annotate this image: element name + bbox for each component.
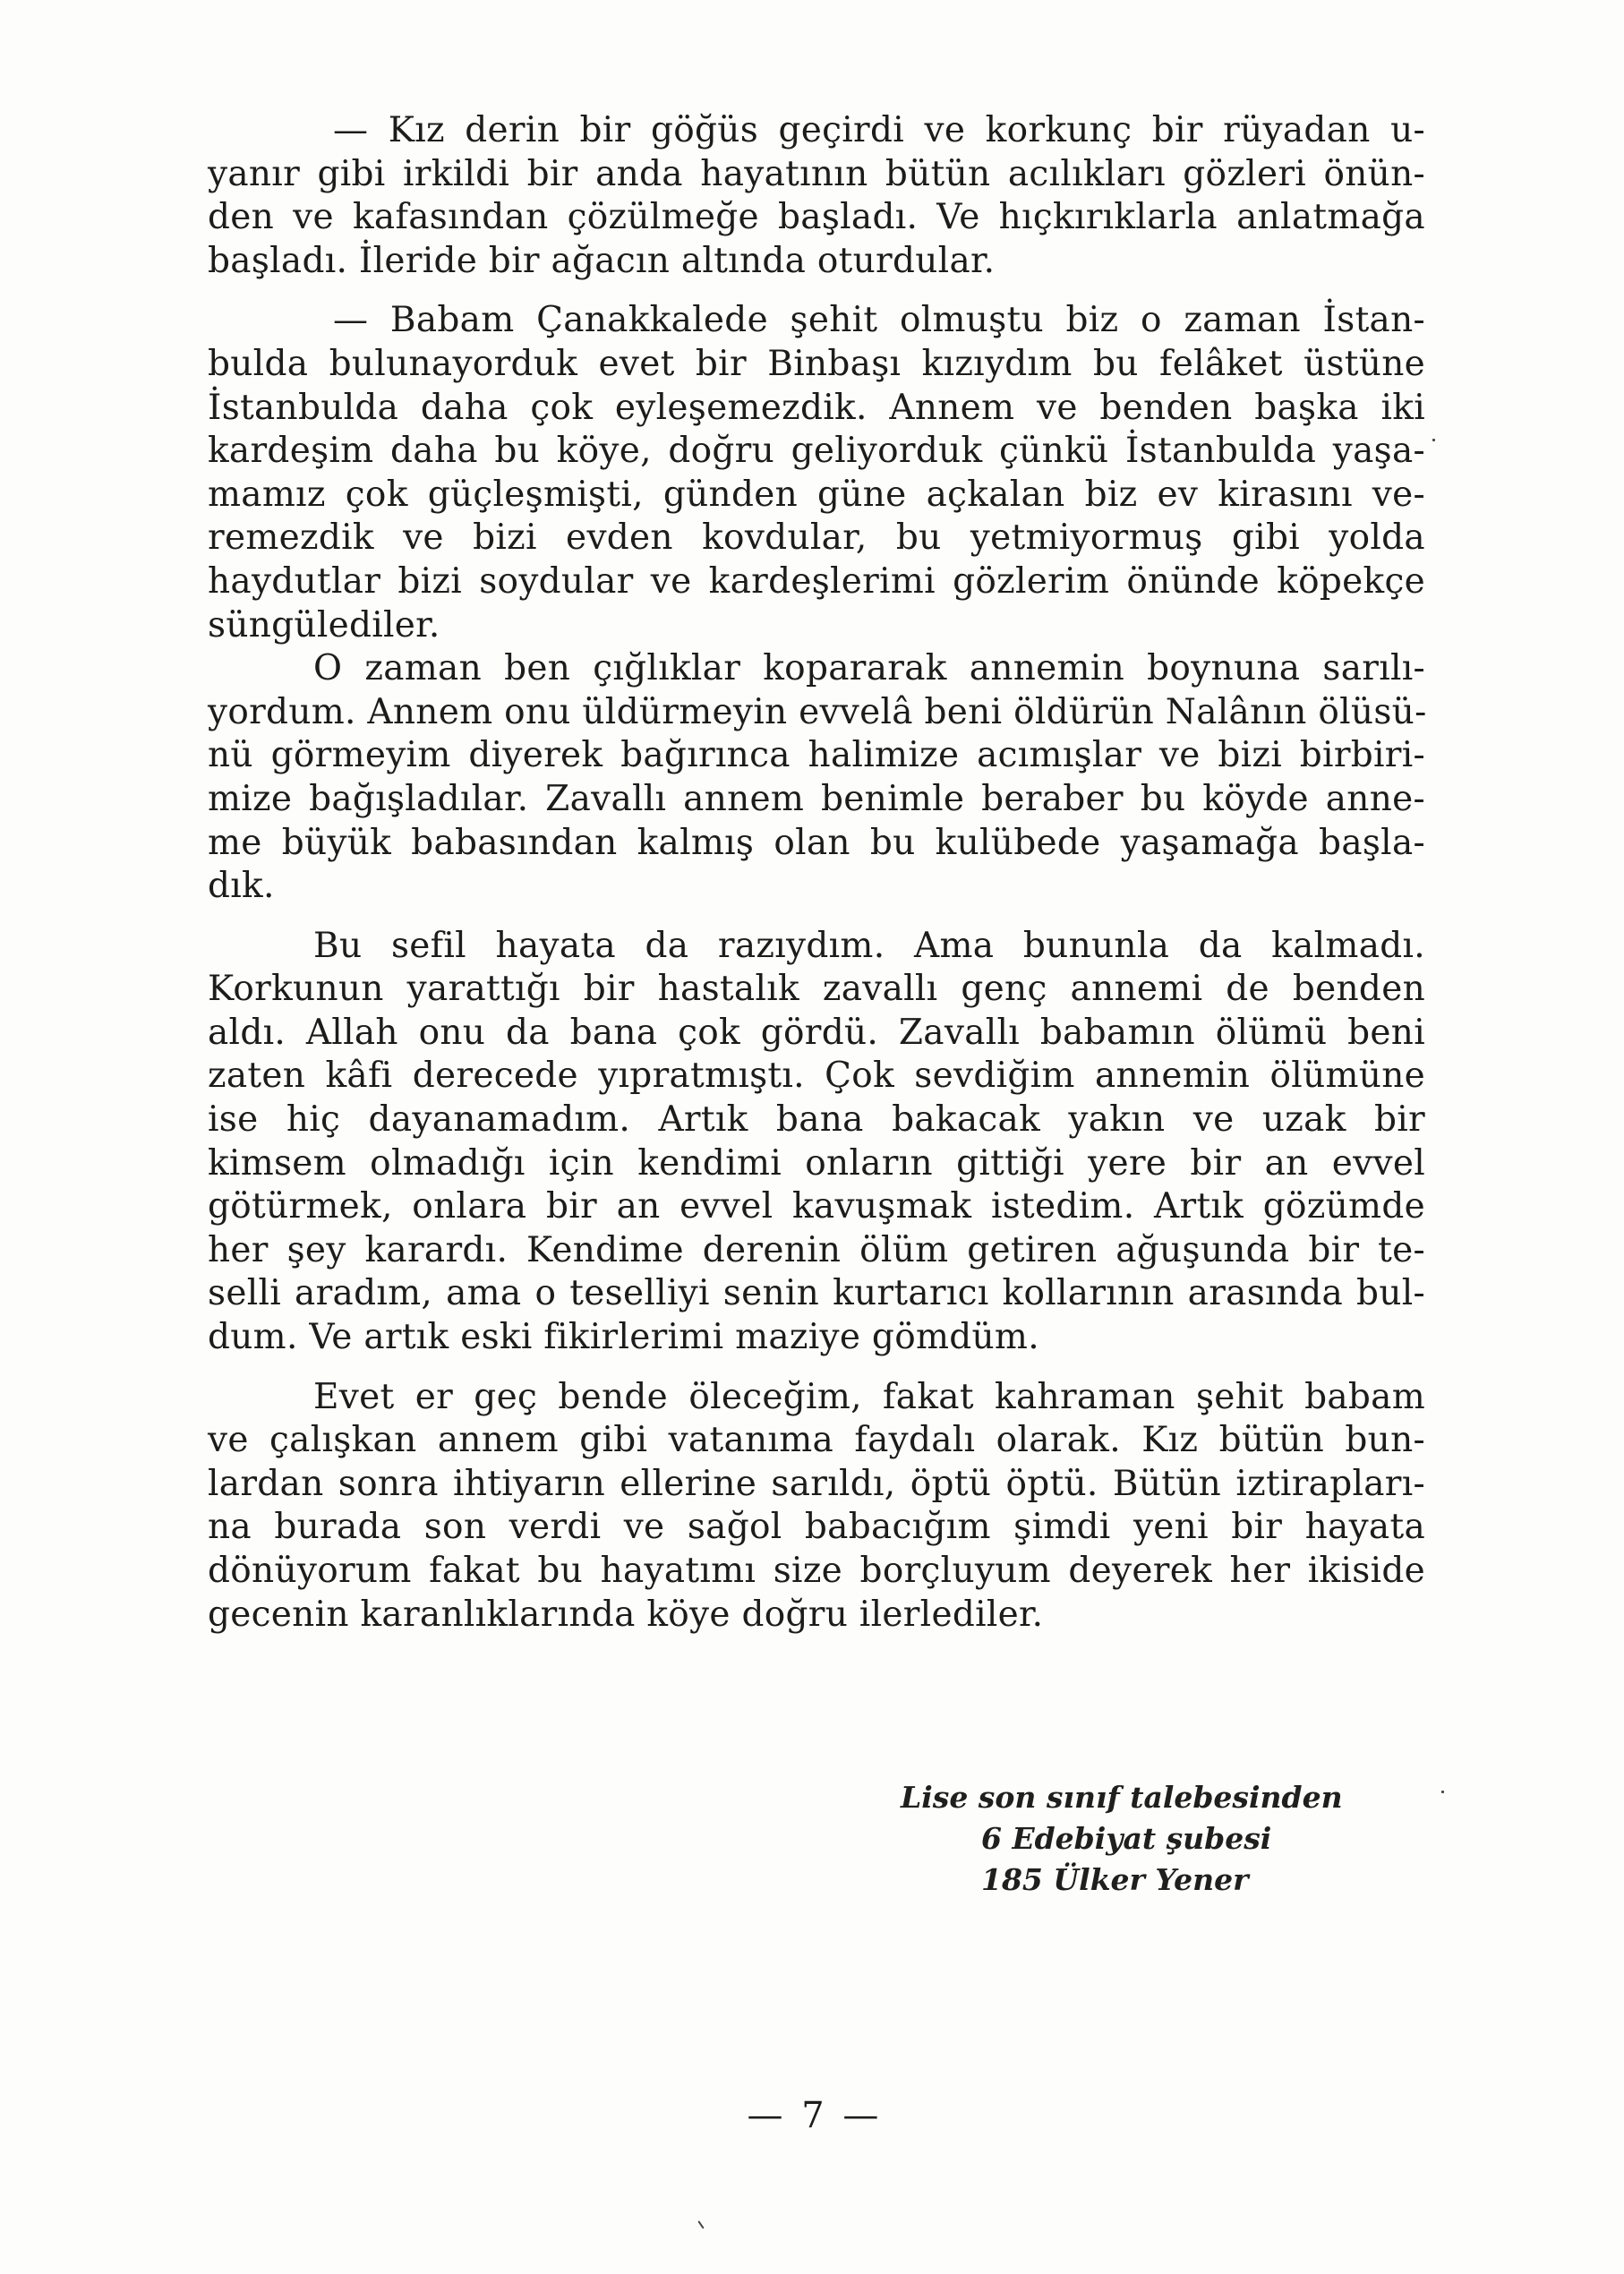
text-line: dum. Ve artık eski fikirlerimi maziye gömdüm.: [208, 1317, 1039, 1358]
text-line: haydutlar bizi soydular ve kardeşlerimi gözlerim önünde köpekçe: [208, 560, 1425, 602]
text-line: aldı. Allah onu da bana çok gördü. Zavallı babamın ölümü beni: [208, 1012, 1425, 1053]
body-text: [208, 109, 1425, 1637]
signature-line-name: 185 Ülker Yener: [981, 1862, 1249, 1897]
text-line: gecenin karanlıklarında köye doğru ilerlediler.: [208, 1594, 1044, 1635]
text-line: O zaman ben çığlıklar kopararak annemin boynuna sarılı-: [313, 648, 1425, 689]
text-line: na burada son verdi ve sağol babacığım şimdi yeni bir hayata: [208, 1507, 1425, 1548]
text-line: başladı. İleride bir ağacın altında oturdular.: [208, 240, 996, 281]
paragraph-5: [208, 1376, 1425, 1637]
text-line: — Kız derin bir göğüs geçirdi ve korkunç bir rüyadan u-: [333, 110, 1425, 150]
text-line: zaten kâfi derecede yıpratmıştı. Çok sevdiğim annemin ölümüne: [208, 1056, 1425, 1097]
scan-speck: [697, 2220, 704, 2228]
text-line: — Babam Çanakkalede şehit olmuştu biz o zaman İstan-: [333, 300, 1425, 341]
text-line: Korkunun yarattığı bir hastalık zavallı genç annemi de benden: [208, 969, 1425, 1010]
text-line: mamız çok güçleşmişti, günden güne açkalan biz ev kirasını ve-: [208, 474, 1425, 515]
text-line: kimsem olmadığı için kendimi onların gittiği yere bir an evvel: [208, 1142, 1425, 1184]
paragraph-3: [208, 647, 1425, 909]
text-line: dık.: [208, 866, 275, 907]
text-line: me büyük babasından kalmış olan bu kulübede yaşamağa başla-: [208, 822, 1425, 863]
scan-speck: [1441, 1791, 1444, 1793]
text-line: den ve kafasından çözülmeğe başladı. Ve hıçkırıklarla anlatmağa: [208, 197, 1425, 238]
text-line: yordum. Annem onu üldürmeyin evvelâ beni öldürün Nalânın ölüsü-: [208, 691, 1427, 732]
text-line: İstanbulda daha çok eyleşemezdik. Annem ve benden başka iki: [208, 387, 1425, 428]
text-line: selli aradım, ama o teselliyi senin kurtarıcı kollarının arasında bul-: [208, 1273, 1425, 1314]
text-line: her şey karardı. Kendime derenin ölüm getiren ağuşunda bir te-: [208, 1229, 1425, 1270]
text-line: nü görmeyim diyerek bağırınca halimize acımışlar ve bizi birbiri-: [208, 735, 1425, 776]
text-line: Bu sefil hayata da razıydım. Ama bununla da kalmadı.: [313, 925, 1425, 966]
text-line: süngülediler.: [208, 604, 440, 645]
paragraph-1: [208, 109, 1425, 283]
text-line: ve çalışkan annem gibi vatanıma faydalı olarak. Kız bütün bun-: [208, 1420, 1425, 1461]
text-line: götürmek, onlara bir an evvel kavuşmak istedim. Artık gözümde: [208, 1186, 1425, 1227]
text-line: remezdik ve bizi evden kovdular, bu yetmiyormuş gibi yolda: [208, 517, 1425, 559]
text-line: dönüyorum fakat bu hayatımı size borçluyum deyerek her ikiside: [208, 1551, 1425, 1591]
paragraph-4: [208, 925, 1425, 1360]
text-line: yanır gibi irkildi bir anda hayatının bütün acılıkları gözleri önün-: [208, 153, 1425, 194]
text-line: Evet er geç bende öleceğim, fakat kahraman şehit babam: [313, 1376, 1425, 1417]
text-line: bulda bulunayorduk evet bir Binbaşı kızıydım bu felâket üstüne: [208, 343, 1425, 384]
text-line: ise hiç dayanamadım. Artık bana bakacak yakın ve uzak bir: [208, 1099, 1425, 1141]
signature-line-branch: 6 Edebiyat şubesi: [981, 1821, 1272, 1856]
signature-line-class: Lise son sınıf talebesinden: [901, 1780, 1343, 1815]
text-line: mize bağışladılar. Zavallı annem benimle beraber bu köyde anne-: [208, 778, 1425, 819]
text-line: lardan sonra ihtiyarın ellerine sarıldı, öptü öptü. Bütün iztirapları-: [208, 1463, 1425, 1504]
page-number: — 7 —: [747, 2095, 883, 2136]
scan-speck: [1432, 439, 1435, 441]
paragraph-2: [208, 299, 1425, 647]
text-line: kardeşim daha bu köye, doğru geliyorduk çünkü İstanbulda yaşa-: [208, 431, 1425, 472]
author-signature: [901, 1777, 1343, 1901]
